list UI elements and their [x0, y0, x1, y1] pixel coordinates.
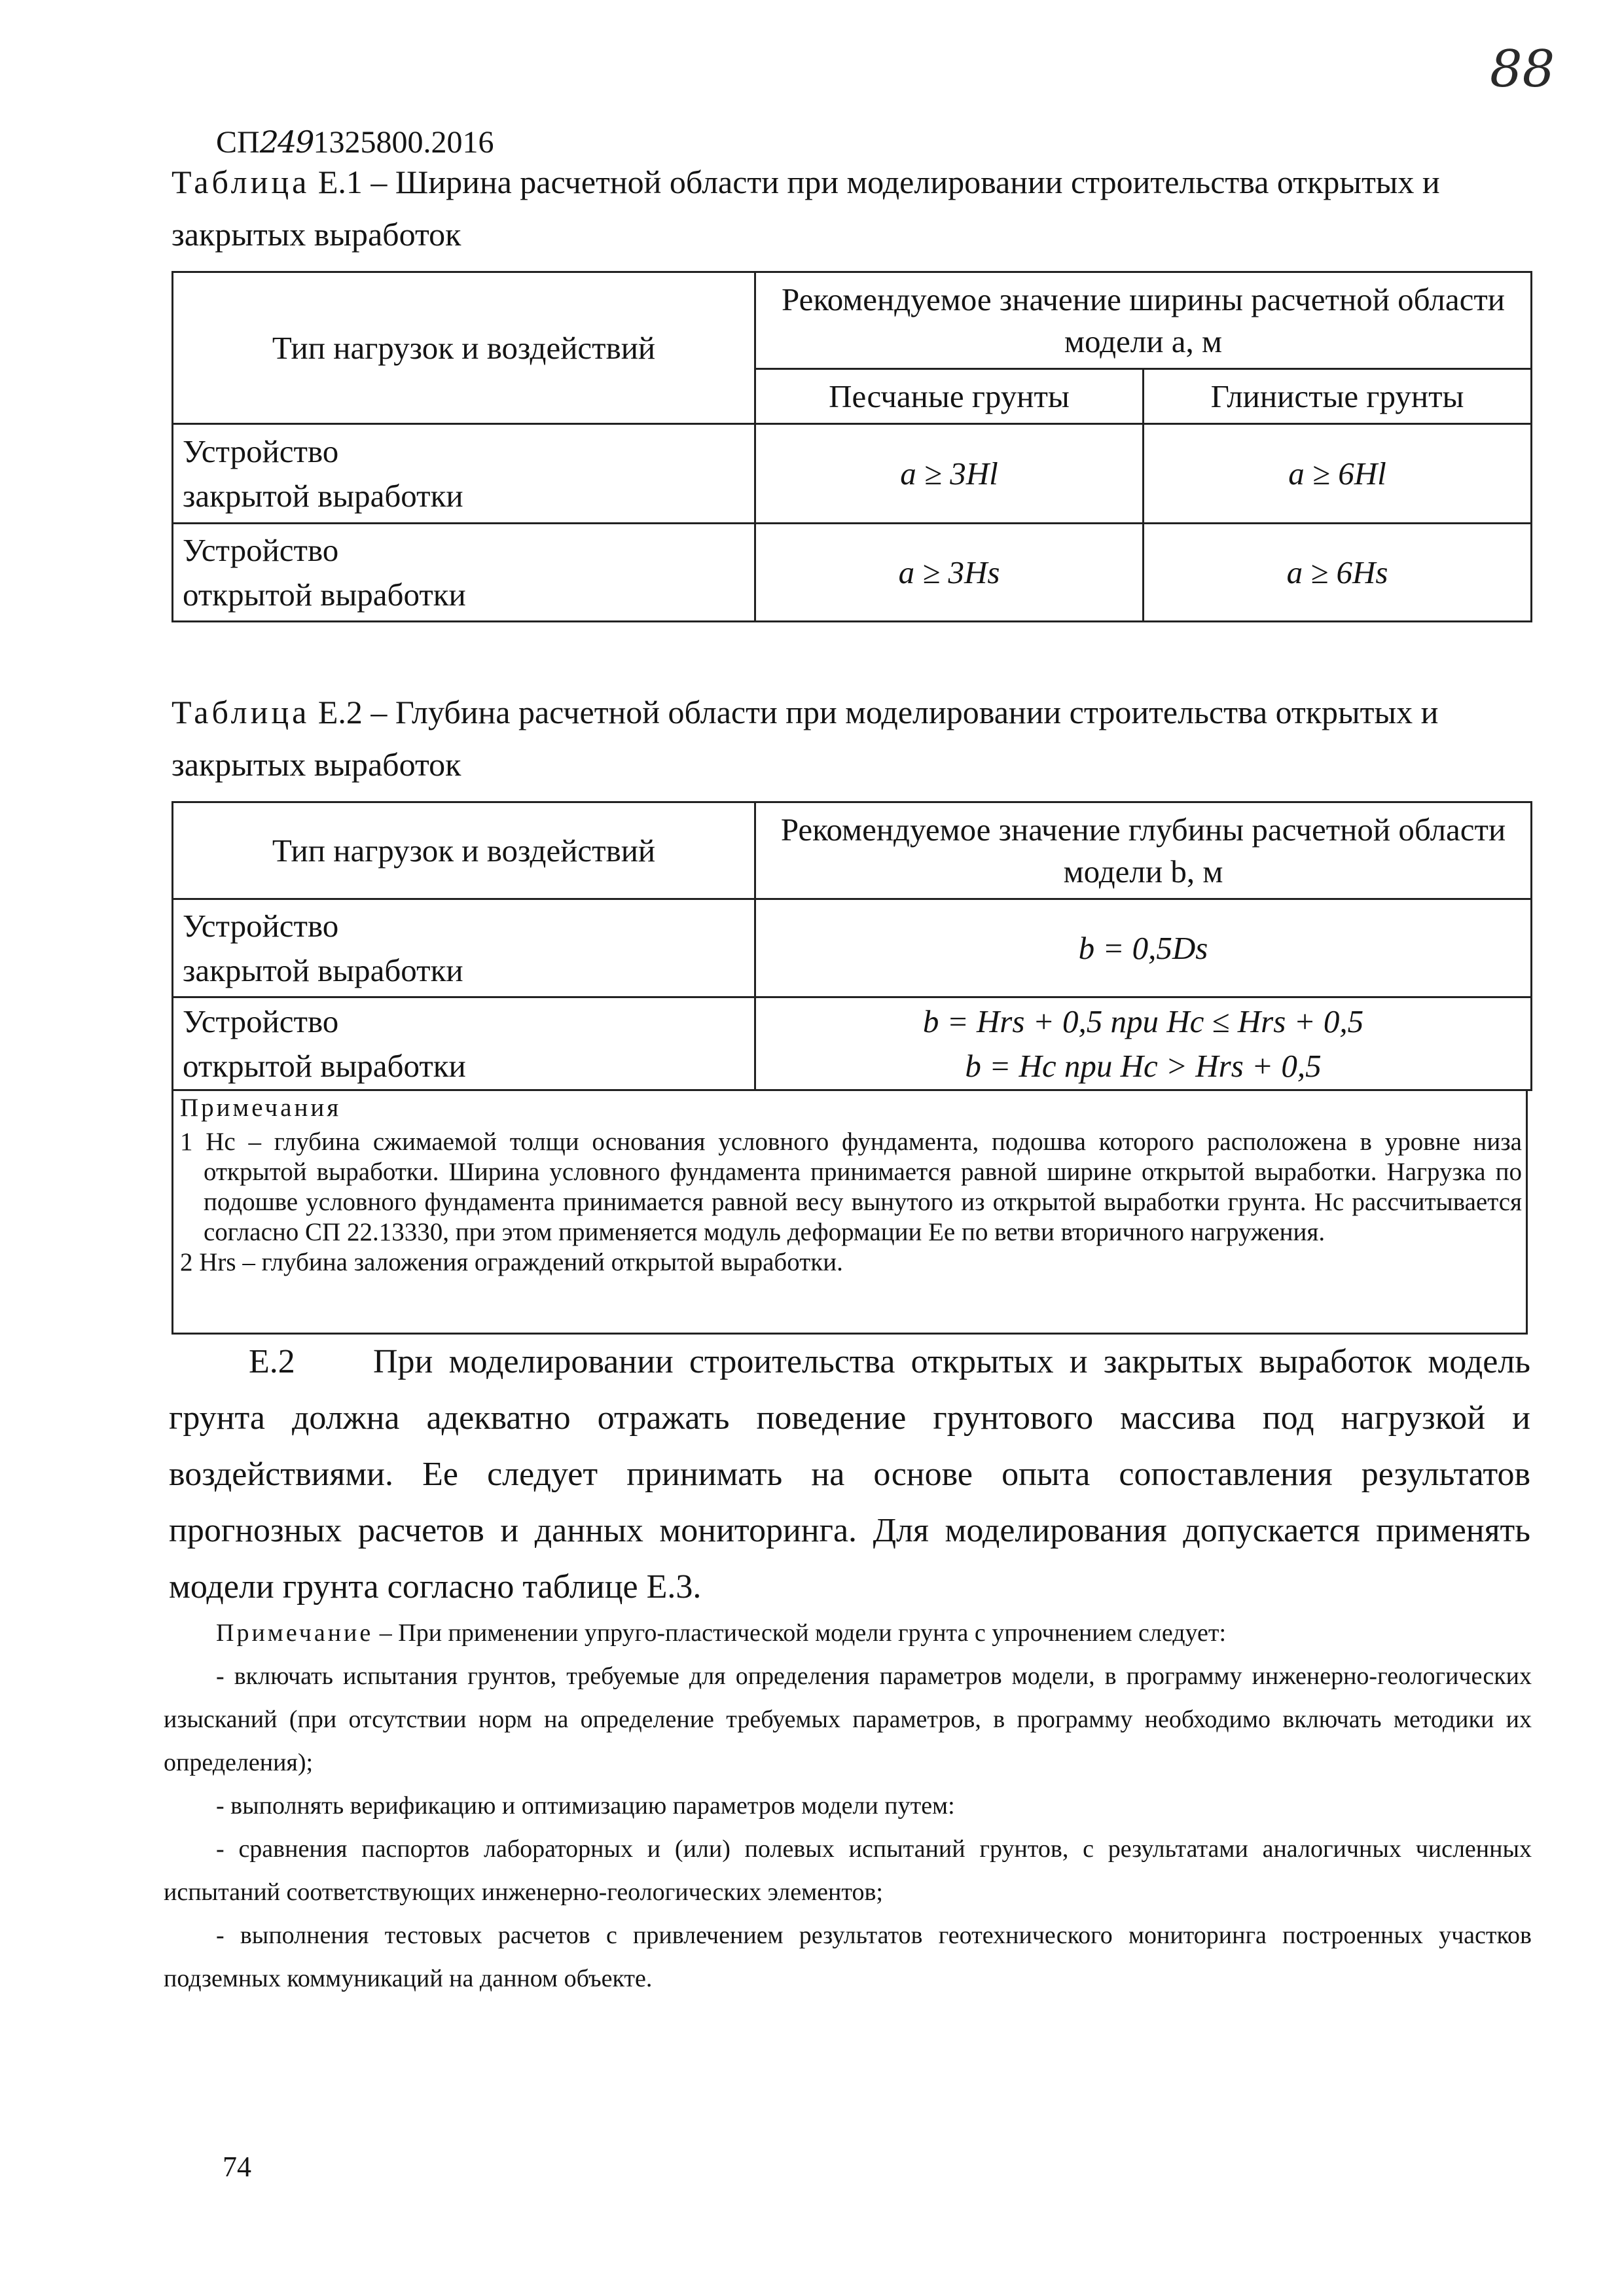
table-e1-row1-type-line1: Устройство: [183, 433, 339, 469]
handwritten-sheet-number-text: 88: [1490, 40, 1555, 99]
section-e2-paragraph: [169, 1334, 1530, 1615]
table-e2-row1-type-line1: Устройство: [183, 907, 339, 944]
remark-label: Примечание: [216, 1619, 374, 1647]
doc-code-handwritten: 249: [259, 124, 314, 160]
table-e1-row1-type-line2: закрытой выработки: [183, 477, 463, 514]
section-e2-number: Е.2: [249, 1343, 295, 1380]
table-e1-head-sand: Песчаные грунты: [755, 369, 1144, 424]
table-e1-row1-clay: a ≥ 6Hl: [1144, 424, 1532, 524]
table-e1-head-clay: Глинистые грунты: [1144, 369, 1532, 424]
table-e2-row2-value-line1: b = Hrs + 0,5 при Hc ≤ Hrs + 0,5: [922, 1003, 1364, 1039]
remark-item-2: - выполнять верификацию и оптимизацию параметров модели путем:: [216, 1792, 955, 1820]
table-e2-row2-value: [755, 997, 1532, 1090]
table-e2-caption: [171, 686, 1520, 791]
remark-intro-text: – При применении упруго-пластической модели грунта с упрочнением следует:: [373, 1619, 1227, 1647]
table-e2-head-value: Рекомендуемое значение глубины расчетной области модели b, м: [755, 802, 1532, 899]
table-e1-row2-type-line1: Устройство: [183, 531, 339, 568]
table-e2: [171, 801, 1532, 1091]
remark-item-3: - сравнения паспортов лабораторных и (или) полевых испытаний грунтов, с результатами аналогичных численных испытаний соответствующих инженерно-геологических элементов;: [164, 1835, 1532, 1906]
doc-code-prefix: СП: [216, 125, 260, 160]
table-e2-caption-label: Таблица: [171, 694, 310, 730]
table-e2-row-type: [173, 997, 755, 1090]
table-e2-row1-value: b = 0,5Ds: [755, 899, 1532, 997]
table-e1-row2-clay: a ≥ 6Hs: [1144, 524, 1532, 622]
table-e2-row2-value-line2: b = Hc при Hc > Hrs + 0,5: [965, 1047, 1322, 1084]
table-e1: [171, 271, 1532, 622]
table-e1-head-value: Рекомендуемое значение ширины расчетной области модели a, м: [755, 272, 1532, 369]
table-e1-row-type: [173, 424, 755, 524]
table-e2-head-type: Тип нагрузок и воздействий: [173, 802, 755, 899]
footer-page-number: 74: [223, 2151, 251, 2183]
table-e2-row2-type-line2: открытой выработки: [183, 1047, 466, 1084]
document-code: [216, 124, 494, 160]
table-e1-row1-sand: a ≥ 3Hl: [755, 424, 1144, 524]
table-e2-row1-type-line2: закрытой выработки: [183, 952, 463, 988]
remark-item-1: - включать испытания грунтов, требуемые для определения параметров модели, в программу инженерно-геологических изысканий (при отсутствии норм на определение требуемых параметров, в программу необходимо включать методики их определения);: [164, 1662, 1532, 1776]
notes-heading: Примечания: [180, 1094, 342, 1122]
table-e2-caption-text: Е.2 – Глубина расчетной области при моделировании строительства открытых и закрытых выработок: [171, 694, 1439, 783]
table-e2-notes: [171, 1089, 1528, 1335]
remark-intro: [164, 1611, 1532, 1655]
doc-code-suffix: 1325800.2016: [313, 125, 494, 160]
remark-block: [164, 1611, 1532, 2000]
section-e2-text: При моделировании строительства открытых и закрытых выработок модель грунта должна адекватно отражать поведение грунтового массива под нагрузкой и воздействиями. Ее следует принимать на основе опыта сопоставления результатов прогнозных расчетов и данных мониторинга. Для моделирования допускается применять модели грунта согласно таблице Е.3.: [169, 1343, 1530, 1605]
table-e2-row-type: [173, 899, 755, 997]
table-e1-head-type: Тип нагрузок и воздействий: [173, 272, 755, 424]
note-item-2: 2 Hrs – глубина заложения ограждений открытой выработки.: [180, 1248, 843, 1276]
note-item-1: 1 Hc – глубина сжимаемой толщи основания условного фундамента, подошва которого расположена в уровне низа открытой выработки. Ширина условного фундамента принимается равной ширине открытой выработки. Нагрузка по подошве условного фундамента принимается равной весу вынутого из открытой выработки грунта. Hc рассчитывается согласно СП 22.13330, при этом применяется модуль деформации Ee по ветви вторичного нагружения.: [180, 1128, 1522, 1246]
table-e1-row2-sand: a ≥ 3Hs: [755, 524, 1144, 622]
table-e2-row2-type-line1: Устройство: [183, 1003, 339, 1039]
table-e1-caption-label: Таблица: [171, 164, 310, 200]
table-e1-row2-type-line2: открытой выработки: [183, 576, 466, 613]
handwritten-sheet-number: [1485, 39, 1557, 99]
table-e1-row-type: [173, 524, 755, 622]
remark-item-4: - выполнения тестовых расчетов с привлечением результатов геотехнического мониторинга построенных участков подземных коммуникаций на данном объекте.: [164, 1922, 1532, 1992]
table-e1-caption: [171, 156, 1520, 260]
table-e1-caption-text: Е.1 – Ширина расчетной области при моделировании строительства открытых и закрытых выработок: [171, 164, 1440, 253]
